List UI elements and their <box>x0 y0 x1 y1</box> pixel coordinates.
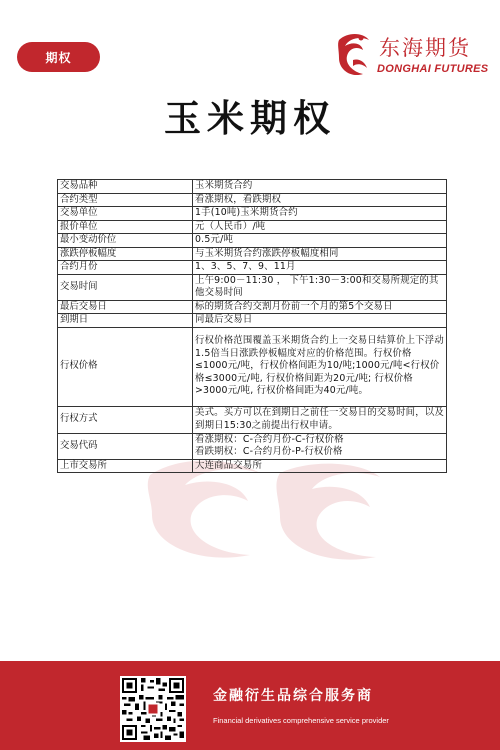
spec-key: 最后交易日 <box>58 300 193 314</box>
footer-slogan-english: Financial derivatives comprehensive service provider <box>213 716 389 725</box>
table-row <box>58 314 447 328</box>
table-row <box>58 207 447 221</box>
category-tag: 期权 <box>17 42 100 72</box>
spec-value: 1手(10吨)玉米期货合约 <box>193 207 447 221</box>
spec-value: 美式。买方可以在到期日之前任一交易日的交易时间，以及到期日15:30之前提出行权申请。 <box>193 406 447 433</box>
table-row <box>58 433 447 459</box>
spec-value: 0.5元/吨 <box>193 234 447 248</box>
dragon-logo-icon <box>333 30 375 82</box>
logo-chinese-text: 东海期货 <box>379 36 471 60</box>
spec-value: 元（人民币）/吨 <box>193 220 447 234</box>
spec-key: 合约类型 <box>58 193 193 207</box>
spec-value <box>193 433 447 459</box>
table-row <box>58 406 447 433</box>
spec-value: 与玉米期货合约涨跌停板幅度相同 <box>193 247 447 261</box>
spec-value: 看涨期权，看跌期权 <box>193 193 447 207</box>
spec-value: 大连商品交易所 <box>193 459 447 473</box>
spec-key: 到期日 <box>58 314 193 328</box>
spec-key: 交易品种 <box>58 180 193 194</box>
trade-code-put: 看跌期权：C-合约月份-P-行权价格 <box>195 446 343 457</box>
table-row <box>58 180 447 194</box>
footer-banner <box>0 661 500 750</box>
table-row <box>58 220 447 234</box>
company-logo <box>333 30 489 88</box>
spec-key: 上市交易所 <box>58 459 193 473</box>
spec-key: 涨跌停板幅度 <box>58 247 193 261</box>
table-row <box>58 327 447 406</box>
logo-english-text: DONGHAI FUTURES <box>377 63 489 75</box>
footer-slogan: 金融衍生品综合服务商 <box>213 688 373 704</box>
table-row <box>58 300 447 314</box>
table-row <box>58 459 447 473</box>
spec-key: 行权价格 <box>58 327 193 406</box>
qr-code-icon <box>120 676 186 742</box>
table-row <box>58 247 447 261</box>
table-row <box>58 274 447 300</box>
spec-key: 交易单位 <box>58 207 193 221</box>
spec-key: 报价单位 <box>58 220 193 234</box>
table-row <box>58 261 447 275</box>
spec-value: 玉米期货合约 <box>193 180 447 194</box>
spec-value: 1、3、5、7、9、11月 <box>193 261 447 275</box>
trade-code-call: 看涨期权：C-合约月份-C-行权价格 <box>195 433 344 445</box>
spec-value: 同最后交易日 <box>193 314 447 328</box>
spec-key: 最小变动价位 <box>58 234 193 248</box>
spec-key: 交易时间 <box>58 274 193 300</box>
spec-value: 上午9:00－11:30 ， 下午1:30－3:00和交易所规定的其他交易时间 <box>193 274 447 300</box>
contract-spec-table <box>57 179 447 473</box>
spec-key: 交易代码 <box>58 433 193 459</box>
table-row <box>58 234 447 248</box>
spec-value: 行权价格范围覆盖玉米期货合约上一交易日结算价上下浮动1.5倍当日涨跌停板幅度对应的价格范围。行权价格≤1000元/吨，行权价格间距为10/吨;1000元/吨<行权价格≤3000元/吨, 行权价格间距为20元/吨; 行权价格>3000元/吨, 行权价格间距为40元/吨。 <box>193 327 447 406</box>
spec-key: 合约月份 <box>58 261 193 275</box>
table-row <box>58 193 447 207</box>
spec-key: 行权方式 <box>58 406 193 433</box>
page-title: 玉米期权 <box>164 96 336 140</box>
spec-value: 标的期货合约交割月份前一个月的第5个交易日 <box>193 300 447 314</box>
